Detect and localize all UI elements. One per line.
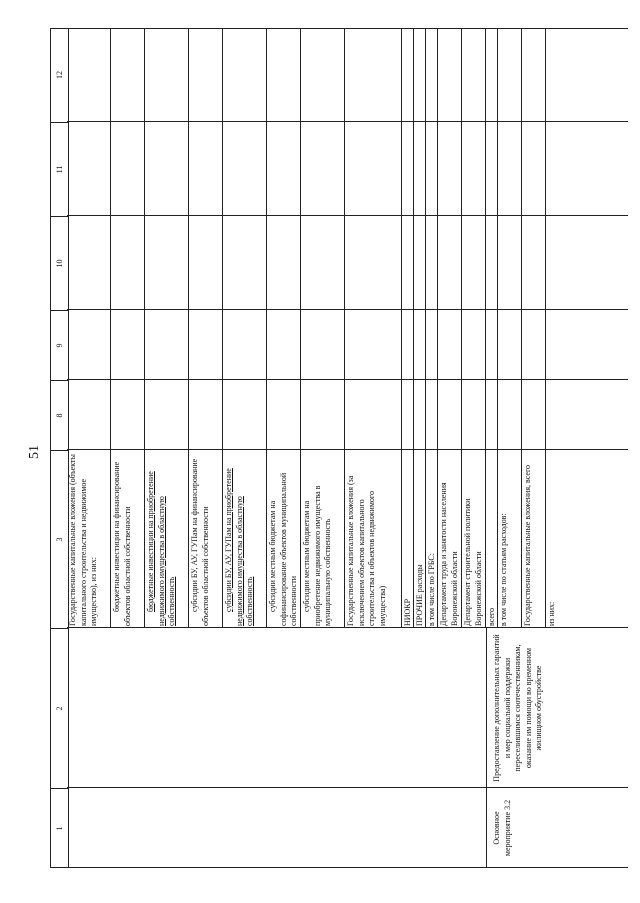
table-row: ПРОЧИЕ расходы bbox=[414, 28, 426, 628]
table-row: НИОКР bbox=[402, 28, 414, 628]
table-row: бюджетные инвестиции на приобретение недвижимого имущества в областную собственность bbox=[145, 28, 189, 628]
header-col-3: 3 bbox=[51, 450, 68, 628]
table-row: Государственные капитальные вложения (объекты капитального строительства и недвижимое имущество), из них: bbox=[67, 28, 111, 628]
budget-table bbox=[50, 28, 628, 868]
header-col-8: 8 bbox=[51, 380, 68, 450]
table-row: субсидии БУ, АУ, ГУПам на финансирование объектов областной собственности bbox=[189, 28, 223, 628]
header-col-10: 10 bbox=[51, 216, 68, 310]
table-row: в том числе по статьям расходов: bbox=[498, 28, 522, 628]
header-col-2: 2 bbox=[51, 628, 68, 788]
table-row: Департамент труда и занятости населения Воронежской области bbox=[438, 28, 462, 628]
table-row: субсидии местным бюджетам на приобретение недвижимого имущества в муниципальную собственность bbox=[301, 28, 345, 628]
table-row: из них: bbox=[547, 601, 556, 626]
event-number: Основное мероприятие 3.2 bbox=[492, 799, 512, 857]
header-col-12: 12 bbox=[55, 71, 64, 79]
table-row: субсидии БУ, АУ, ГУПам на приобретение недвижимого имущества в областную собственность bbox=[223, 28, 267, 628]
table-row: Департамент строительной политики Воронежской области bbox=[462, 28, 486, 628]
event-description: Предоставление дополнительных гарантий и мер социальной поддержки переселившимся соотечественникам, оказание им помощи во временном жилищном обустройстве bbox=[492, 634, 544, 782]
header-col-1: 1 bbox=[51, 788, 68, 868]
table-row: в том числе по ГРБС: bbox=[426, 28, 438, 628]
table-row: Государственные капитальные вложения, всего bbox=[522, 28, 546, 628]
table-row: Государственные капитальные вложения (за исключением объектов капитального строительства и объектов недвижимого имущества) bbox=[345, 28, 402, 628]
page-number: 51 bbox=[27, 445, 42, 459]
table-row: бюджетные инвестиции на финансирование объектов областной собственности bbox=[111, 28, 145, 628]
table-row: всего bbox=[486, 28, 498, 628]
header-col-11: 11 bbox=[51, 122, 68, 216]
table-row: субсидии местным бюджетам на софинансирование объектов муниципальной собственности bbox=[267, 28, 301, 628]
header-col-9: 9 bbox=[51, 310, 68, 380]
